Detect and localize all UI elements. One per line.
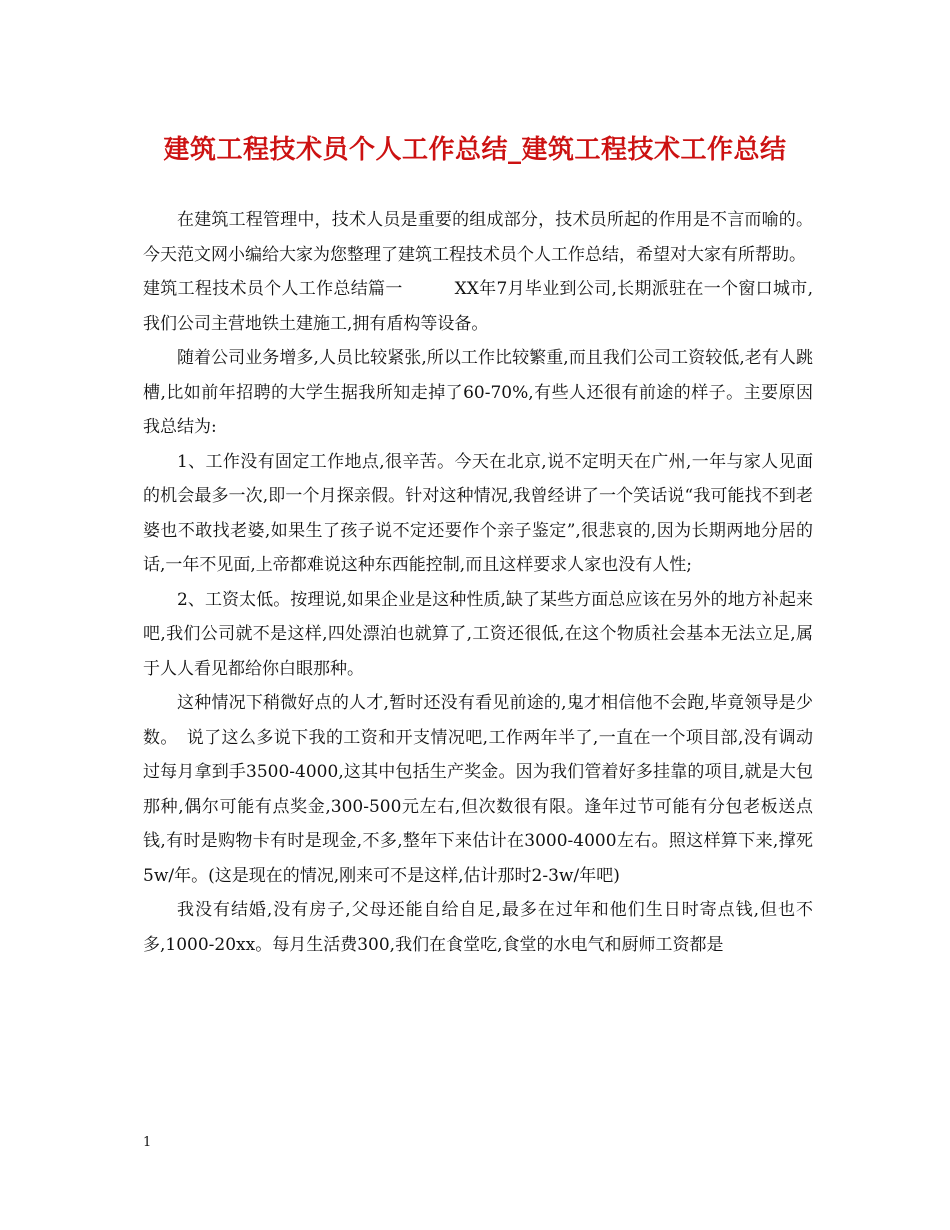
paragraph: 1、工作没有固定工作地点,很辛苦。今天在北京,说不定明天在广州,一年与家人见面的机会最多一次,即一个月探亲假。针对这种情况,我曾经讲了一个笑话说“我可能找不到老婆也不敢找老婆,如果生了孩子说不定还要作个亲子鉴定”,很悲哀的,因为长期两地分居的话,一年不见面,上帝都难说这种东西能控制,而且这样要求人家也没有人性; [143, 451, 813, 575]
paragraph: 随着公司业务增多,人员比较紧张,所以工作比较繁重,而且我们公司工资较低,老有人跳槽,比如前年招聘的大学生据我所知走掉了60-70%,有些人还很有前途的样子。主要原因我总结为: [143, 348, 813, 437]
page-number: 1 [143, 1135, 152, 1150]
paragraph: 我没有结婚,没有房子,父母还能自给自足,最多在过年和他们生日时寄点钱,但也不多,1000-20xx。每月生活费300,我们在食堂吃,食堂的水电气和厨师工资都是 [143, 900, 813, 955]
paragraph: 2、工资太低。按理说,如果企业是这种性质,缺了某些方面总应该在另外的地方补起来吧,我们公司就不是这样,四处漂泊也就算了,工资还很低,在这个物质社会基本无法立足,属于人人看见都给你白眼那种。 [143, 589, 813, 679]
paragraph-section-heading: 建筑工程技术员个人工作总结篇一 XX年7月毕业到公司,长期派驻在一个窗口城市,我们公司主营地铁土建施工,拥有盾构等设备。 [143, 279, 813, 334]
paragraph-intro: 在建筑工程管理中，技术人员是重要的组成部分，技术员所起的作用是不言而喻的。今天范文网小编给大家为您整理了建筑工程技术员个人工作总结，希望对大家有所帮助。 [143, 210, 813, 265]
paragraph: 这种情况下稍微好点的人才,暂时还没有看见前途的,鬼才相信他不会跑,毕竟领导是少数。 说了这么多说下我的工资和开支情况吧,工作两年半了,一直在一个项目部,没有调动过每月拿到手3500-4000,这其中包括生产奖金。因为我们管着好多挂靠的项目,就是大包那种,偶尔可能有点奖金,300-500元左右,但次数很有限。逢年过节可能有分包老板送点钱,有时是购物卡有时是现金,不多,整年下来估计在3000-4000左右。照这样算下来,撑死5w/年。(这是现在的情况,刚来可不是这样,估计那时2-3w/年吧) [143, 693, 813, 886]
document-body [143, 203, 813, 962]
document-title: 建筑工程技术员个人工作总结_建筑工程技术工作总结 [163, 135, 787, 165]
